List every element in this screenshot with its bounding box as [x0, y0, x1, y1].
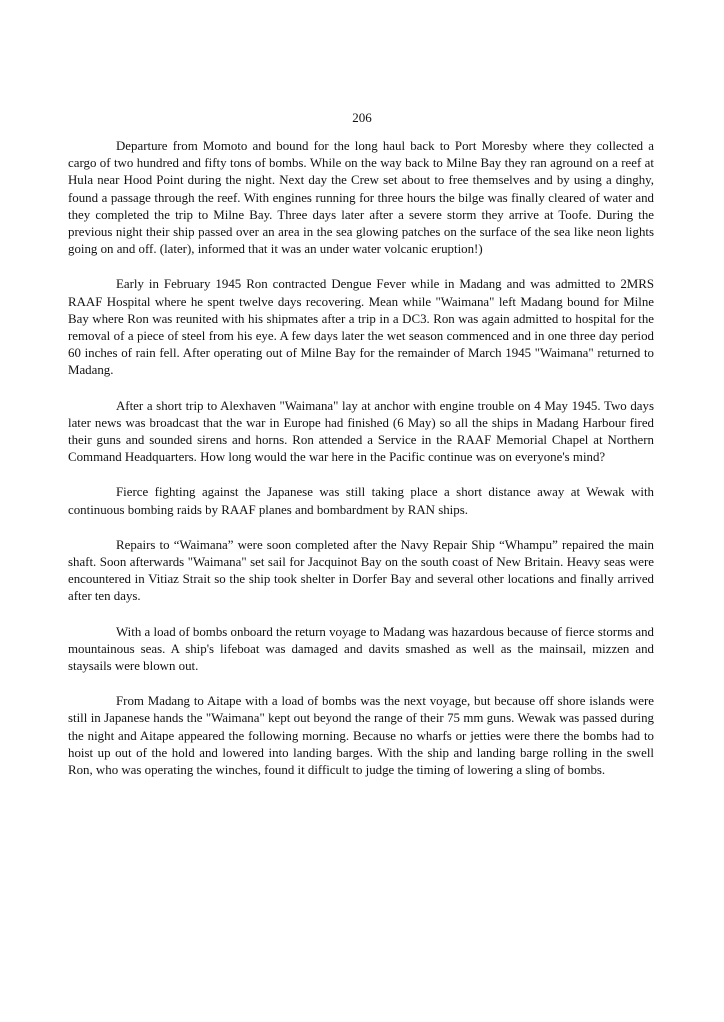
paragraph-3: After a short trip to Alexhaven "Waimana" lay at anchor with engine trouble on 4 May 1945. Two days later news was broadcast that the war in Europe had finished (6 May) so all the ships in Madang Harbour fired their guns and sounded sirens and horns. Ron attended a Service in the RAAF Memorial Chapel at Northern Command Headquarters. How long would the war here in the Pacific continue was on everyone's mind? — [68, 398, 654, 465]
paragraph-1: Departure from Momoto and bound for the long haul back to Port Moresby where they collected a cargo of two hundred and fifty tons of bombs. While on the way back to Milne Bay they ran aground on a reef at Hula near Hood Point during the night. Next day the Crew set about to free themselves and by using a dinghy, found a passage through the reef. With engines running for three hours the bilge was finally cleared of water and they completed the trip to Milne Bay. Three days later after a severe storm they arrive at Toofe. During the previous night their ship passed over an area in the sea glowing patches on the surface of the sea like neon lights going on and off. (later), informed that it was an under water volcanic eruption!) — [68, 139, 654, 257]
paragraph-4: Fierce fighting against the Japanese was still taking place a short distance away at Wewak with continuous bombing raids by RAAF planes and bombardment by RAN ships. — [68, 485, 654, 517]
page-number: 206 — [352, 110, 372, 125]
paragraph-6: With a load of bombs onboard the return voyage to Madang was hazardous because of fierce storms and mountainous seas. A ship's lifeboat was damaged and davits smashed as well as the mainsail, mizzen and staysails were blown out. — [68, 624, 654, 674]
paragraph-2: Early in February 1945 Ron contracted Dengue Fever while in Madang and was admitted to 2MRS RAAF Hospital where he spent twelve days recovering. Mean while "Waimana" left Madang bound for Milne Bay where Ron was reunited with his shipmates after a trip in a DC3. Ron was again admitted to hospital for the removal of a piece of steel from his eye. A few days later the wet season commenced and in one three day period 60 inches of rain fell. After operating out of Milne Bay for the remainder of March 1945 "Waimana" returned to Madang. — [68, 277, 654, 378]
paragraph-7: From Madang to Aitape with a load of bombs was the next voyage, but because off shore islands were still in Japanese hands the "Waimana" kept out beyond the range of their 75 mm guns. Wewak was passed during the night and Aitape appeared the following morning. Because no wharfs or jetties were there the bombs had to hoist up out of the hold and lowered into landing barges. With the ship and landing barge rolling in the swell Ron, who was operating the winches, found it difficult to judge the timing of lowering a sling of bombs. — [68, 694, 654, 778]
body-text — [68, 138, 654, 797]
paragraph-5: Repairs to “Waimana” were soon completed after the Navy Repair Ship “Whampu” repaired the main shaft. Soon afterwards "Waimana" set sail for Jacquinot Bay on the south coast of New Britain. Heavy seas were encountered in Vitiaz Strait so the ship took shelter in Dorfer Bay and several other locations and finally arrived after ten days. — [68, 537, 654, 604]
